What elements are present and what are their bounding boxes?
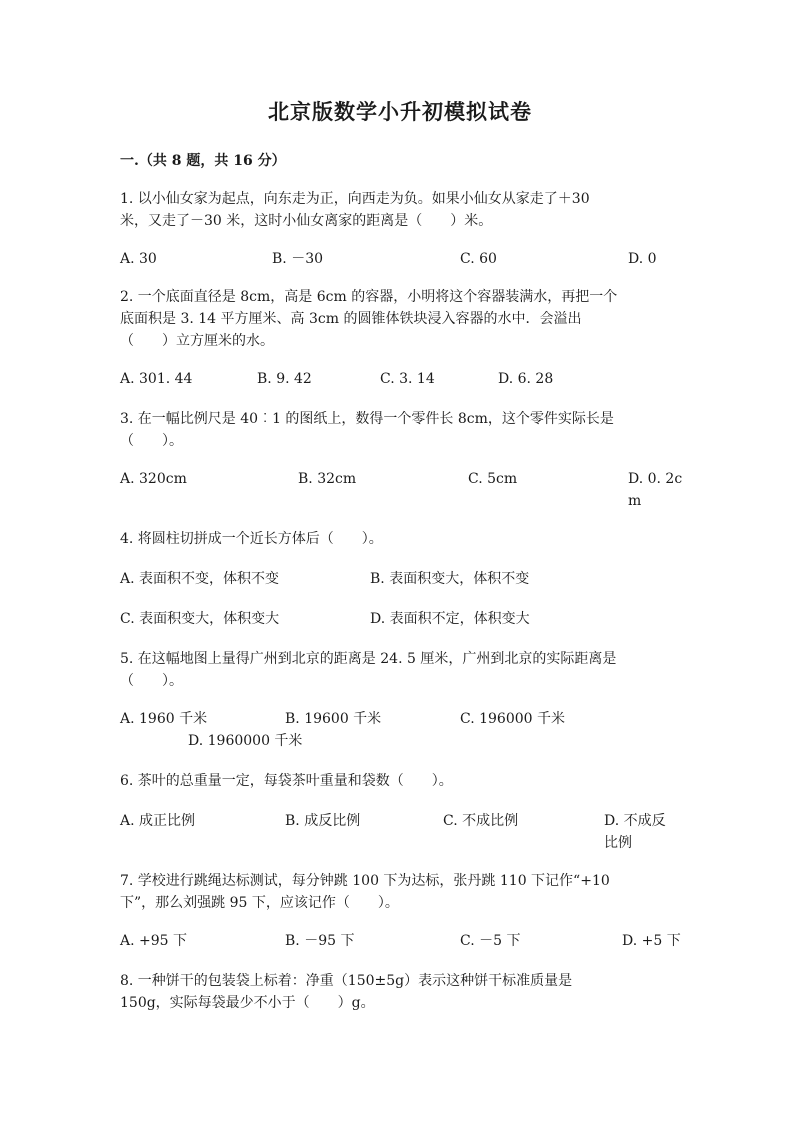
question-1-stem: 1. 以小仙女家为起点，向东走为正，向西走为负。如果小仙女从家走了＋30 米，又走了－30 米，这时小仙女离家的距离是（ ）米。: [120, 191, 590, 229]
question-7-option-b: B. －95 下: [285, 933, 355, 949]
question-7-option-c: C. －5 下: [460, 933, 521, 949]
question-6-option-d: D. 不成反 比例: [604, 813, 666, 851]
section-heading: 一.（共 8 题，共 16 分）: [120, 153, 286, 169]
question-6-option-a: A. 成正比例: [120, 813, 196, 829]
question-5-stem: 5. 在这幅地图上量得广州到北京的距离是 24. 5 厘米，广州到北京的实际距离是 （ ）。: [120, 651, 617, 689]
question-2-option-a: A. 301. 44: [120, 371, 193, 387]
question-4-option-c: C. 表面积变大，体积变大: [120, 611, 280, 627]
question-2-option-c: C. 3. 14: [380, 371, 435, 387]
question-4-stem: 4. 将圆柱切拼成一个近长方体后（ ）。: [120, 531, 383, 547]
question-1-option-b: B. －30: [272, 251, 324, 267]
question-5-option-b: B. 19600 千米: [285, 711, 382, 727]
question-2-option-d: D. 6. 28: [498, 371, 554, 387]
question-6-stem: 6. 茶叶的总重量一定，每袋茶叶重量和袋数（ ）。: [120, 773, 453, 789]
question-4-option-d: D. 表面积不定，体积变大: [370, 611, 530, 627]
question-3-option-a: A. 320cm: [120, 471, 187, 487]
question-1-option-d: D. 0: [628, 251, 657, 267]
question-5-option-a: A. 1960 千米: [120, 711, 208, 727]
question-7-option-d: D. +5 下: [622, 933, 681, 949]
question-2-stem: 2. 一个底面直径是 8cm，高是 6cm 的容器，小明将这个容器装满水，再把一个 底面积是 3. 14 平方厘米、高 3cm 的圆锥体铁块浸入容器的水中．会溢出 （ ）立方厘米的水。: [120, 289, 618, 349]
question-4-option-b: B. 表面积变大，体积不变: [370, 571, 530, 587]
question-6-option-c: C. 不成比例: [443, 813, 519, 829]
question-8-stem: 8. 一种饼干的包装袋上标着：净重（150±5g）表示这种饼干标准质量是 150g，实际每袋最少不小于（ ）g。: [120, 973, 573, 1011]
page-title: 北京版数学小升初模拟试卷: [268, 99, 532, 124]
question-3-option-c: C. 5cm: [468, 471, 518, 487]
question-1-option-c: C. 60: [460, 251, 497, 267]
question-3-stem: 3. 在一幅比例尺是 40︰1 的图纸上，数得一个零件长 8cm，这个零件实际长是 （ ）。: [120, 411, 614, 449]
question-1-option-a: A. 30: [120, 251, 157, 267]
question-3-option-d: D. 0. 2c m: [628, 471, 683, 509]
question-5-option-c: C. 196000 千米: [460, 711, 566, 727]
question-5-option-d: D. 1960000 千米: [188, 733, 303, 749]
question-3-option-b: B. 32cm: [298, 471, 357, 487]
question-4-option-a: A. 表面积不变，体积不变: [120, 571, 280, 587]
question-2-option-b: B. 9. 42: [257, 371, 312, 387]
question-6-option-b: B. 成反比例: [285, 813, 361, 829]
question-7-stem: 7. 学校进行跳绳达标测试，每分钟跳 100 下为达标，张丹跳 110 下记作“+10 下”，那么刘强跳 95 下，应该记作（ ）。: [120, 873, 610, 911]
question-7-option-a: A. +95 下: [120, 933, 188, 949]
